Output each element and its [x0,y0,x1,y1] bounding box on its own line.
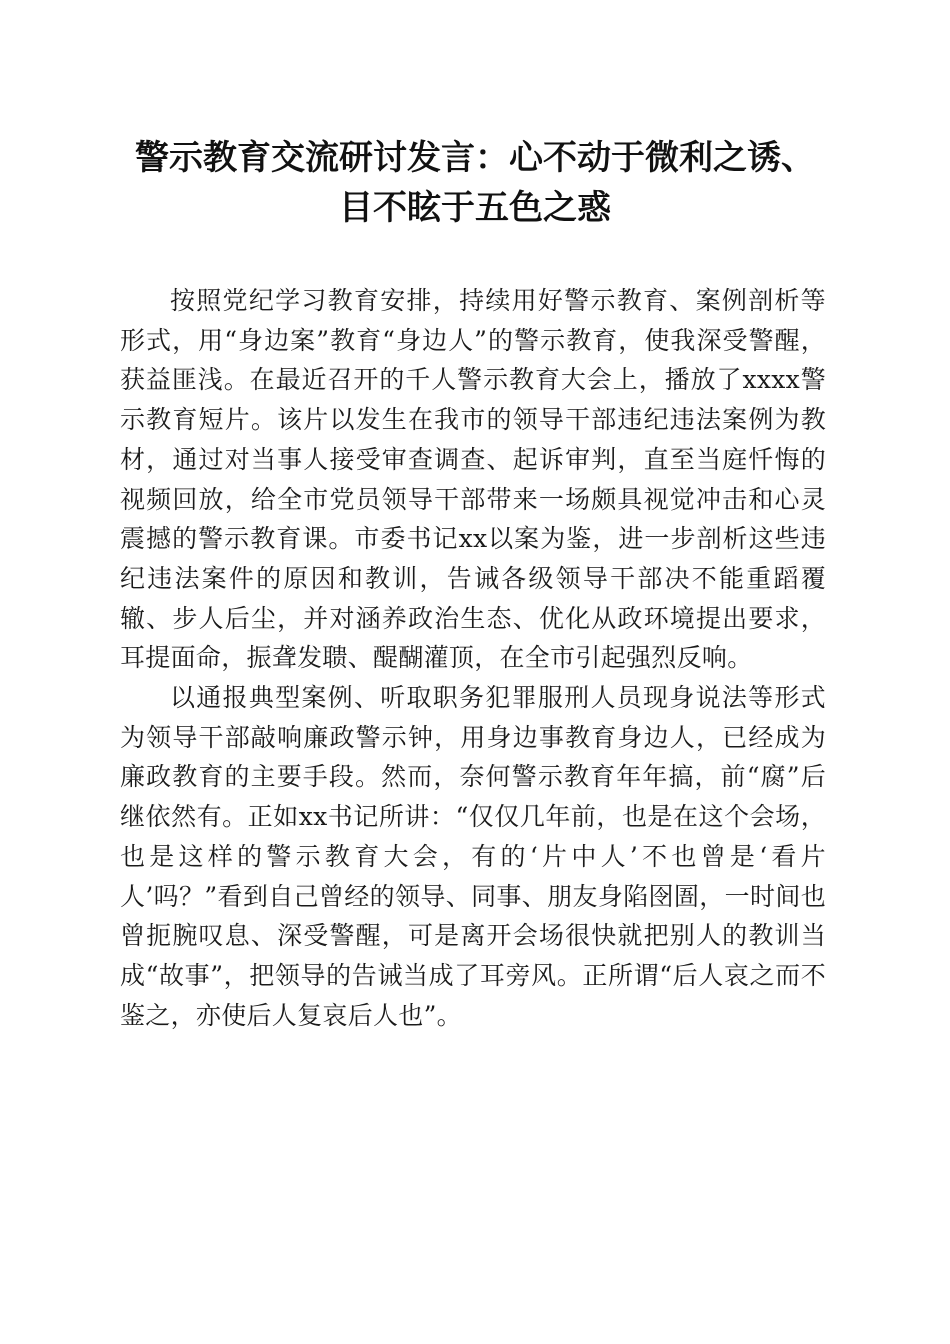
document-body [120,281,826,1035]
paragraph-2: 以通报典型案例、听取职务犯罪服刑人员现身说法等形式为领导干部敲响廉政警示钟，用身边事教育身边人，已经成为廉政教育的主要手段。然而，奈何警示教育年年搞，前“腐”后继依然有。正如xx书记所讲：“仅仅几年前，也是在这个会场，也是这样的警示教育大会，有的‘片中人’不也曾是‘看片人’吗？”看到自己曾经的领导、同事、朋友身陷囹圄，一时间也曾扼腕叹息、深受警醒，可是离开会场很快就把别人的教训当成“故事”，把领导的告诫当成了耳旁风。正所谓“后人哀之而不鉴之，亦使后人复哀后人也”。 [120,683,826,1030]
paragraph-1: 按照党纪学习教育安排，持续用好警示教育、案例剖析等形式，用“身边案”教育“身边人”的警示教育，使我深受警醒，获益匪浅。在最近召开的千人警示教育大会上，播放了xxxx警示教育短片。该片以发生在我市的领导干部违纪违法案例为教材，通过对当事人接受审查调查、起诉审判，直至当庭忏悔的视频回放，给全市党员领导干部带来一场颇具视觉冲击和心灵震撼的警示教育课。市委书记xx以案为鉴，进一步剖析这些违纪违法案件的原因和教训，告诫各级领导干部决不能重蹈覆辙、步人后尘，并对涵养政治生态、优化从政环境提出要求，耳提面命，振聋发聩、醍醐灌顶，在全市引起强烈反响。 [120,286,826,673]
title-line-2: 目不眩于五色之惑 [339,188,611,228]
title-line-1: 警示教育交流研讨发言：心不动于微利之诱、 [135,138,815,178]
page-title [100,133,850,233]
